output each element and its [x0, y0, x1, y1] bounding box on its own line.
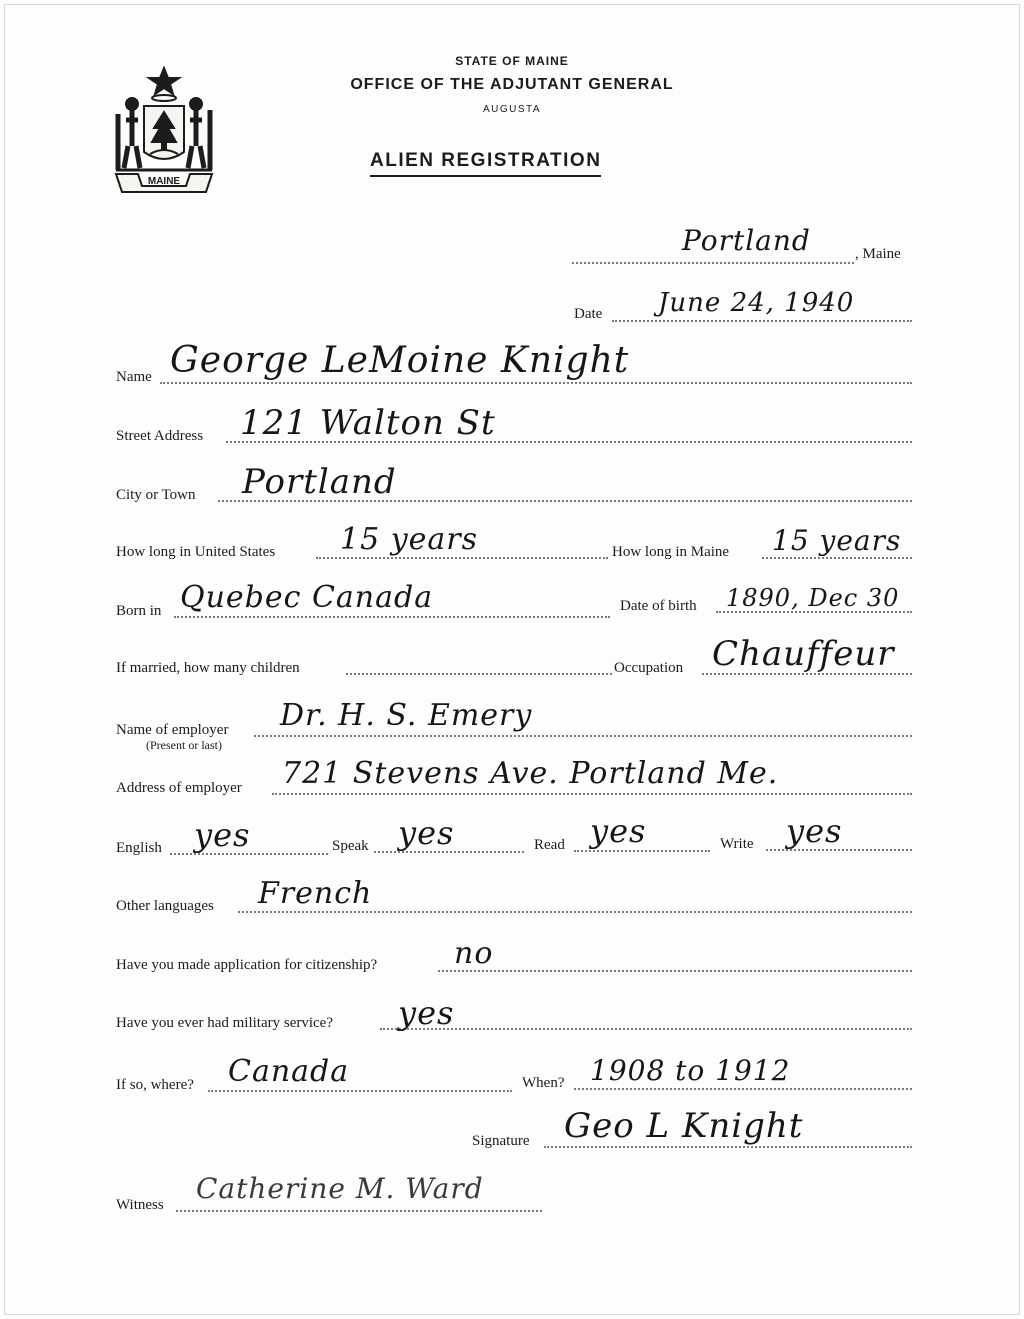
other-languages-line — [238, 911, 912, 913]
years-in-us-label: How long in United States — [116, 544, 276, 560]
read-value: yes — [590, 812, 647, 850]
read-label: Read — [534, 837, 565, 853]
other-languages-label: Other languages — [116, 898, 214, 914]
children-label: If married, how many children — [116, 660, 300, 676]
read-line — [574, 850, 710, 852]
military-service-line — [380, 1028, 912, 1030]
years-in-maine-value: 15 years — [772, 524, 902, 557]
date-label: Date — [574, 306, 603, 322]
years-in-us-value: 15 years — [340, 522, 479, 557]
seal-banner-text: MAINE — [147, 176, 181, 187]
header-office: OFFICE OF THE ADJUTANT GENERAL — [350, 76, 674, 93]
witness-label: Witness — [116, 1197, 164, 1213]
years-in-us-line — [316, 557, 608, 559]
witness-value: Catherine M. Ward — [196, 1172, 484, 1205]
speak-label: Speak — [332, 838, 369, 854]
born-in-line — [174, 616, 610, 618]
date-of-birth-value: 1890, Dec 30 — [726, 584, 900, 612]
name-value: George LeMoine Knight — [170, 340, 630, 381]
date-value: June 24, 1940 — [658, 288, 855, 318]
signature-value: Geo L Knight — [564, 1106, 804, 1146]
born-in-label: Born in — [116, 603, 162, 619]
born-in-value: Quebec Canada — [180, 580, 434, 615]
header-city: AUGUSTA — [482, 104, 542, 115]
employer-address-value: 721 Stevens Ave. Portland Me. — [282, 756, 779, 791]
speak-value: yes — [398, 814, 455, 852]
form-title: ALIEN REGISTRATION — [370, 150, 601, 177]
occupation-value: Chauffeur — [712, 634, 895, 674]
years-in-maine-line — [762, 557, 912, 559]
date-of-birth-label: Date of birth — [620, 598, 697, 614]
employer-address-label: Address of employer — [116, 780, 242, 796]
other-languages-value: French — [258, 876, 373, 911]
employer-value: Dr. H. S. Emery — [280, 698, 533, 733]
service-when-line — [574, 1088, 912, 1090]
citizenship-label: Have you made application for citizenship? — [116, 957, 378, 973]
date-line — [612, 320, 912, 322]
location-state-label: , Maine — [855, 246, 901, 262]
name-line — [160, 382, 912, 384]
employer-line — [254, 735, 912, 737]
street-address-label: Street Address — [116, 428, 204, 444]
location-line — [572, 262, 854, 264]
military-service-label: Have you ever had military service? — [116, 1015, 333, 1031]
employer-sublabel: (Present or last) — [146, 738, 222, 752]
name-label: Name — [116, 369, 152, 385]
city-label: City or Town — [116, 487, 196, 503]
signature-line — [544, 1146, 912, 1148]
english-label: English — [116, 840, 162, 856]
header-state: STATE OF MAINE — [455, 54, 569, 68]
city-value: Portland — [242, 462, 397, 502]
citizenship-line — [438, 970, 912, 972]
years-in-maine-label: How long in Maine — [612, 544, 730, 560]
write-label: Write — [720, 836, 754, 852]
english-value: yes — [194, 816, 251, 854]
occupation-label: Occupation — [614, 660, 684, 676]
military-service-value: yes — [398, 994, 455, 1032]
service-where-line — [208, 1090, 512, 1092]
children-line — [346, 673, 612, 675]
location-city-value: Portland — [682, 224, 811, 257]
employer-label: Name of employer — [116, 722, 229, 738]
service-where-label: If so, where? — [116, 1077, 194, 1093]
citizenship-value: no — [454, 936, 494, 971]
service-when-value: 1908 to 1912 — [590, 1054, 791, 1087]
service-when-label: When? — [522, 1075, 565, 1091]
signature-label: Signature — [472, 1133, 530, 1149]
service-where-value: Canada — [228, 1054, 350, 1089]
write-value: yes — [786, 812, 843, 850]
street-address-value: 121 Walton St — [240, 403, 496, 443]
employer-address-line — [272, 793, 912, 795]
witness-line — [176, 1210, 542, 1212]
